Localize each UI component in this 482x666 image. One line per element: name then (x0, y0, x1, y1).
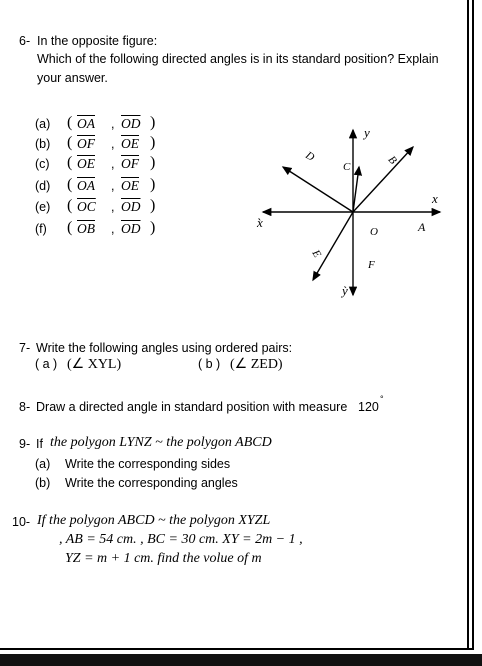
q9-statement: the polygon LYNZ ~ the polygon ABCD (50, 435, 272, 450)
q6-option-label: (a) (35, 117, 51, 131)
q6-intro: In the opposite figure: (37, 34, 158, 48)
label-A: A (418, 220, 426, 234)
q6-option-vector-2: $\overline{OD}$ (121, 199, 141, 214)
q8-degree: ° (380, 394, 384, 404)
q6-option-separator: , (111, 137, 115, 151)
q6-option-close-paren: ) (150, 197, 156, 214)
label-x: x (432, 191, 438, 206)
q6-option-label: (d) (35, 179, 51, 193)
q7-number: 7- (19, 341, 31, 355)
label-B: B (385, 153, 399, 167)
q7-a-value: (∠ XYL) (67, 357, 122, 372)
q6-option-open-paren: ( (67, 114, 73, 131)
q6-option-vector-1: $\overline{OA}$ (77, 178, 95, 193)
q6-option-label: (b) (35, 137, 51, 151)
q6-figure (225, 125, 450, 310)
q6-number: 6- (19, 34, 31, 48)
q10-line-3: YZ = m + 1 cm. find the voluе of m (65, 551, 262, 566)
q6-option-close-paren: ) (150, 134, 156, 151)
ray-OC (353, 167, 359, 212)
q6-option-open-paren: ( (67, 219, 73, 236)
q8-text: Draw a directed angle in standard position with measure (36, 400, 348, 414)
q6-option-close-paren: ) (150, 219, 156, 236)
q6-option-vector-2: $\overline{OE}$ (121, 136, 139, 151)
q6-option-open-paren: ( (67, 154, 73, 171)
q9-a-text: Write the corresponding sides (65, 457, 231, 471)
q6-option-open-paren: ( (67, 134, 73, 151)
q6-option-vector-1: $\overline{OC}$ (77, 199, 96, 214)
q6-option-vector-1: $\overline{OA}$ (77, 116, 95, 131)
q6-option-vector-2: $\overline{OD}$ (121, 116, 141, 131)
q6-option-label: (c) (35, 157, 50, 171)
q9-a-label: (a) (35, 457, 51, 471)
q6-option-label: (e) (35, 200, 51, 214)
q7-b-label: ( b ) (198, 357, 221, 371)
q8-measure: 120 (358, 400, 379, 414)
label-y: y (364, 125, 370, 140)
q6-option-vector-1: $\overline{OB}$ (77, 221, 95, 236)
q6-option-label: (f) (35, 222, 47, 236)
q9-prefix: If (36, 437, 43, 451)
q6-option-separator: , (111, 222, 115, 236)
label-F: F (368, 259, 375, 271)
q7-b-value: (∠ ZED) (230, 357, 283, 372)
q6-option-open-paren: ( (67, 197, 73, 214)
label-C: C (343, 161, 351, 173)
ray-OB (353, 147, 413, 212)
page-frame-line-bottom (0, 648, 474, 650)
q6-option-vector-2: $\overline{OD}$ (121, 221, 141, 236)
q6-question-line-2: your answer. (37, 71, 108, 85)
q6-option-close-paren: ) (150, 176, 156, 193)
label-D: D (303, 149, 317, 164)
q9-b-label: (b) (35, 476, 51, 490)
page-frame-line-right (472, 0, 474, 650)
q6-option-close-paren: ) (150, 114, 156, 131)
q9-number: 9- (19, 437, 31, 451)
q7-text: Write the following angles using ordered pairs: (36, 341, 293, 355)
q6-option-vector-1: $\overline{OF}$ (77, 136, 95, 151)
bottom-bar (0, 654, 482, 666)
q9-b-text: Write the corresponding angles (65, 476, 238, 490)
q6-option-separator: , (111, 179, 115, 193)
q10-number: 10- (12, 515, 31, 529)
label-O: O (370, 226, 378, 238)
page-frame-line-left (467, 0, 469, 650)
q6-option-close-paren: ) (150, 154, 156, 171)
q10-line-2: , AB = 54 cm. , BC = 30 cm. XY = 2m − 1 , (59, 532, 303, 547)
label-y-neg: ỳ (342, 283, 348, 298)
label-x-neg: x̀ (257, 215, 263, 230)
q6-option-vector-2: $\overline{OE}$ (121, 178, 139, 193)
q6-option-separator: , (111, 157, 115, 171)
q10-line-1: If the polygon ABCD ~ the polygon XYZL (37, 513, 271, 528)
q8-number: 8- (19, 400, 31, 414)
ray-OE (313, 212, 353, 280)
q6-option-separator: , (111, 200, 115, 214)
ray-OD (283, 167, 353, 212)
q6-option-vector-1: $\overline{OE}$ (77, 156, 95, 171)
q6-question-line: Which of the following directed angles is in its standard position? Explain (37, 52, 439, 66)
q6-option-vector-2: $\overline{OF}$ (121, 156, 139, 171)
label-E: E (309, 247, 324, 260)
q7-a-label: ( a ) (35, 357, 58, 371)
q6-option-open-paren: ( (67, 176, 73, 193)
q6-option-separator: , (111, 117, 115, 131)
